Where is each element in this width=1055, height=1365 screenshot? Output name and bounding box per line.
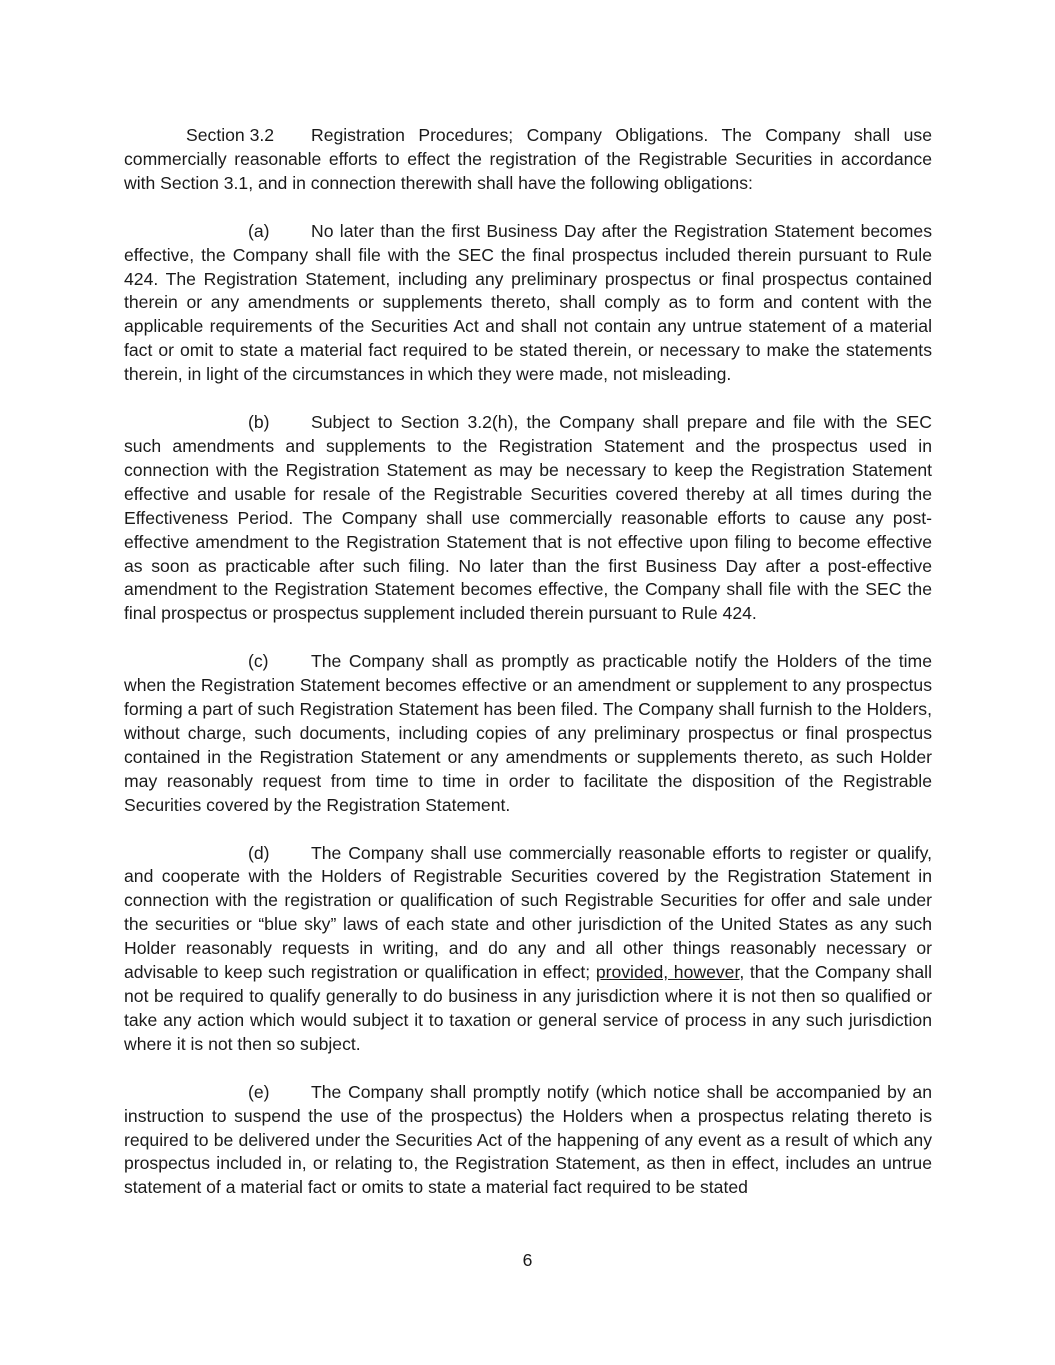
section-number: Section 3.2	[186, 125, 275, 145]
clause-e-label: (e)	[248, 1081, 270, 1102]
clause-c-label: (c)	[248, 651, 269, 672]
clause-b-label: (b)	[248, 412, 270, 433]
clause-d-text-after: , that the Company shall not be required to qualify generally to do business in any jurisdiction where it is not then so qualified or take any action which would subject it to taxation or general service of process in any such jurisdiction where it is not then so subject.	[124, 962, 932, 1054]
clause-b-text: Subject to Section 3.2(h), the Company shall prepare and file with the SEC such amendments and supplements to the Registration Statement and the prospectus used in connection with the Registration Statement as may be necessary to keep the Registration Statement effective and usable for resale of the Registrable Securities covered thereby at all times during the Effectiveness Period. The Company shall use commercially reasonable efforts to cause any post-effective amendment to the Registration Statement that is not effective upon filing to become effective as soon as practicable after such filing. No later than the first Business Day after a post-effective amendment to the Registration Statement becomes effective, the Company shall file with the SEC the final prospectus or prospectus supplement included therein pursuant to Rule 424.	[124, 412, 932, 624]
clause-e	[124, 1081, 932, 1201]
section-intro: The Company shall use commercially reasonable efforts to effect the registration of the Registrable Securities in accordance with Section 3.1, and in connection therewith shall have the following obligations:	[124, 125, 932, 193]
document-page	[124, 124, 932, 1224]
page-number: 6	[522, 1250, 533, 1270]
clause-d-text-before: The Company shall use commercially reasonable efforts to register or qualify, and cooperate with the Holders of Registrable Securities covered by the Registration Statement in connection with the registration or qualification of such Registrable Securities for offer and sale under the securities or “blue sky” laws of each state and other jurisdiction of the United States as any such Holder reasonably requests in writing, and do any and all other things reasonably necessary or advisable to keep such registration or qualification in effect;	[124, 842, 932, 983]
clause-d-proviso: provided, however	[595, 962, 740, 983]
clause-d	[124, 842, 932, 1057]
clause-c-text: The Company shall as promptly as practicable notify the Holders of the time when the Registration Statement becomes effective or an amendment or supplement to any prospectus forming a part of such Registration Statement has been filed. The Company shall furnish to the Holders, without charge, such documents, including copies of any preliminary prospectus or final prospectus contained in the Registration Statement or any amendments or supplements thereto, as such Holder may reasonably request from time to time in order to facilitate the disposition of the Registrable Securities covered by the Registration Statement.	[124, 651, 932, 815]
clause-c	[124, 650, 932, 817]
clause-b	[124, 411, 932, 626]
clause-e-text: The Company shall promptly notify (which notice shall be accompanied by an instruction to suspend the use of the prospectus) the Holders when a prospectus relating thereto is required to be delivered under the Securities Act of the happening of any event as a result of which any prospectus included in, or relating to, the Registration Statement, as then in effect, includes an untrue statement of a material fact or omits to state a material fact required to be stated	[124, 1081, 932, 1198]
clause-a-label: (a)	[248, 220, 270, 241]
section-heading: Registration Procedures; Company Obligations.	[311, 125, 709, 145]
clause-d-label: (d)	[248, 842, 270, 863]
clause-a	[124, 220, 932, 387]
clause-a-text: No later than the first Business Day after the Registration Statement becomes effective, the Company shall file with the SEC the final prospectus included therein pursuant to Rule 424. The Registration Statement, including any preliminary prospectus or final prospectus contained therein or any amendments or supplements thereto, shall comply as to form and content with the applicable requirements of the Securities Act and shall not contain any untrue statement of a material fact or omit to state a material fact required to be stated therein, or necessary to make the statements therein, in light of the circumstances in which they were made, not misleading.	[124, 220, 932, 385]
section-3-2-paragraph	[124, 124, 932, 196]
